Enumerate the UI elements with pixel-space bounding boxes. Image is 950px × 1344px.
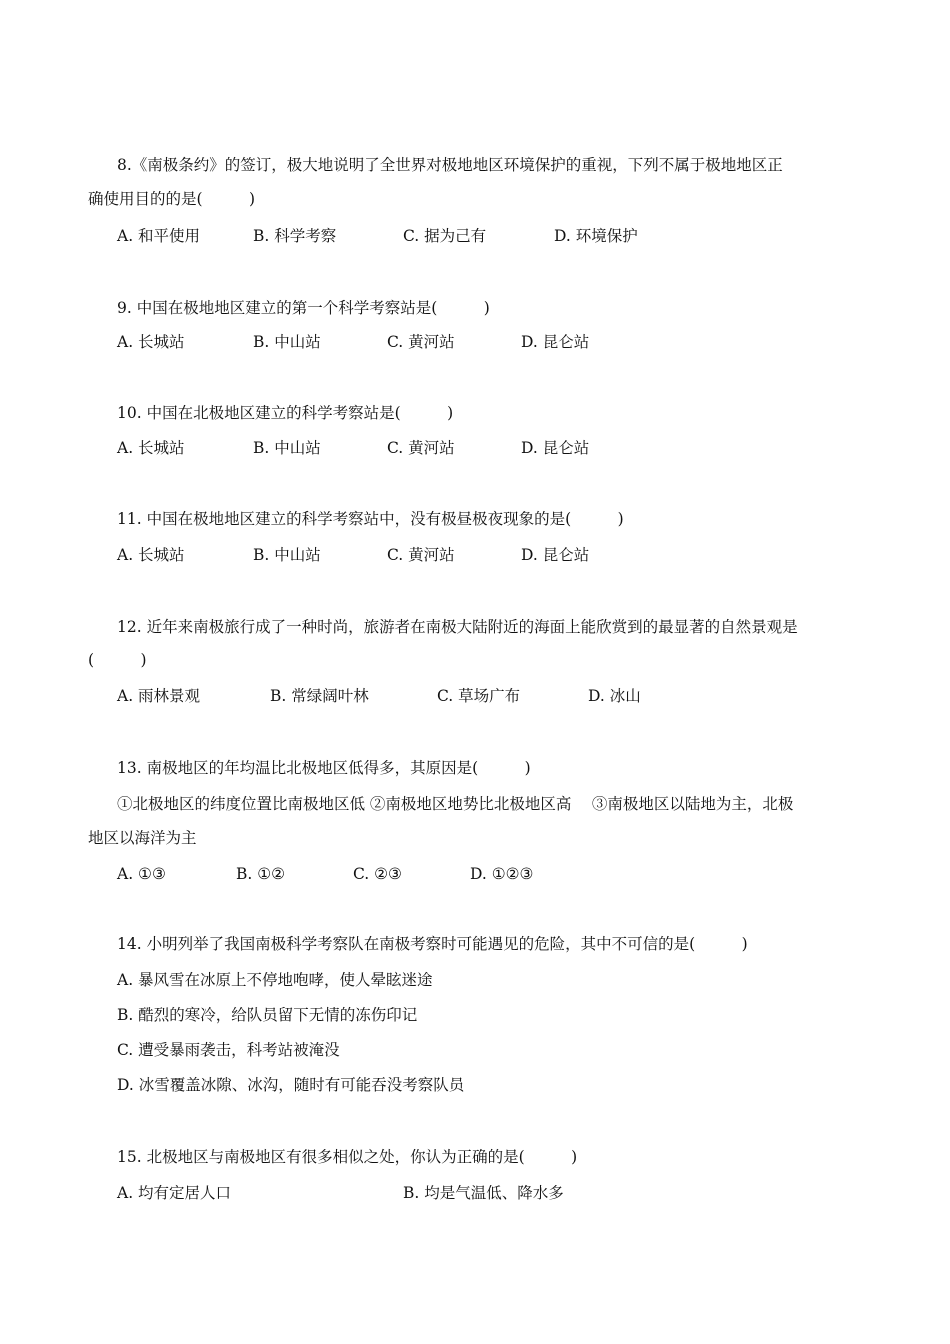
option-d[interactable]: D. 冰雪覆盖冰隙、冰沟，随时有可能吞没考察队员 — [117, 1076, 465, 1094]
question-stem: 11. 中国在极地地区建立的科学考察站中，没有极昼极夜现象的是( ) — [117, 510, 624, 528]
question-stem: 15. 北极地区与南极地区有很多相似之处，你认为正确的是( ) — [117, 1148, 578, 1166]
option-a[interactable]: A. 雨林景观 — [117, 687, 201, 705]
option-d[interactable]: D. 昆仑站 — [521, 333, 590, 351]
option-d[interactable]: D. 昆仑站 — [521, 439, 590, 457]
option-d[interactable]: D. ①②③ — [470, 865, 534, 883]
option-a[interactable]: A. ①③ — [117, 865, 166, 883]
option-c[interactable]: C. 黄河站 — [387, 546, 455, 564]
option-b[interactable]: B. 中山站 — [253, 546, 321, 564]
option-b[interactable]: B. 中山站 — [253, 333, 321, 351]
option-c[interactable]: C. 据为己有 — [403, 227, 487, 245]
option-b[interactable]: B. ①② — [236, 865, 286, 883]
option-a[interactable]: A. 长城站 — [117, 439, 185, 457]
question-stem: 确使用目的的是( ) — [88, 190, 256, 208]
option-c[interactable]: C. 草场广布 — [437, 687, 521, 705]
option-a[interactable]: A. 均有定居人口 — [117, 1184, 232, 1202]
question-stem: ( ) — [88, 651, 147, 669]
question-stem: 8.《南极条约》的签订，极大地说明了全世界对极地地区环境保护的重视，下列不属于极地地区正 — [117, 156, 783, 174]
option-b[interactable]: B. 中山站 — [253, 439, 321, 457]
option-d[interactable]: D. 环境保护 — [554, 227, 638, 245]
question-stem: 9. 中国在极地地区建立的第一个科学考察站是( ) — [117, 299, 490, 317]
option-a[interactable]: A. 和平使用 — [117, 227, 201, 245]
option-a[interactable]: A. 长城站 — [117, 333, 185, 351]
option-d[interactable]: D. 昆仑站 — [521, 546, 590, 564]
option-b[interactable]: B. 酷烈的寒冷，给队员留下无情的冻伤印记 — [117, 1006, 418, 1024]
question-stem: 10. 中国在北极地区建立的科学考察站是( ) — [117, 404, 454, 422]
option-c[interactable]: C. 黄河站 — [387, 439, 455, 457]
option-c[interactable]: C. ②③ — [353, 865, 402, 883]
option-b[interactable]: B. 均是气温低、降水多 — [403, 1184, 564, 1202]
option-a[interactable]: A. 暴风雪在冰原上不停地咆哮，使人晕眩迷途 — [117, 971, 433, 989]
question-stem: 13. 南极地区的年均温比北极地区低得多，其原因是( ) — [117, 759, 531, 777]
option-a[interactable]: A. 长城站 — [117, 546, 185, 564]
option-b[interactable]: B. 科学考察 — [253, 227, 337, 245]
question-stem: 14. 小明列举了我国南极科学考察队在南极考察时可能遇见的危险，其中不可信的是( ) — [117, 935, 748, 953]
option-c[interactable]: C. 遭受暴雨袭击，科考站被淹没 — [117, 1041, 340, 1059]
question-stem: 12. 近年来南极旅行成了一种时尚，旅游者在南极大陆附近的海面上能欣赏到的最显著的自然景观是 — [117, 618, 798, 636]
option-d[interactable]: D. 冰山 — [588, 687, 641, 705]
option-c[interactable]: C. 黄河站 — [387, 333, 455, 351]
question-statements: 地区以海洋为主 — [88, 829, 197, 847]
option-b[interactable]: B. 常绿阔叶林 — [270, 687, 369, 705]
question-statements: ①北极地区的纬度位置比南极地区低 ②南极地区地势比北极地区高 ③南极地区以陆地为主，北极 — [117, 795, 794, 813]
